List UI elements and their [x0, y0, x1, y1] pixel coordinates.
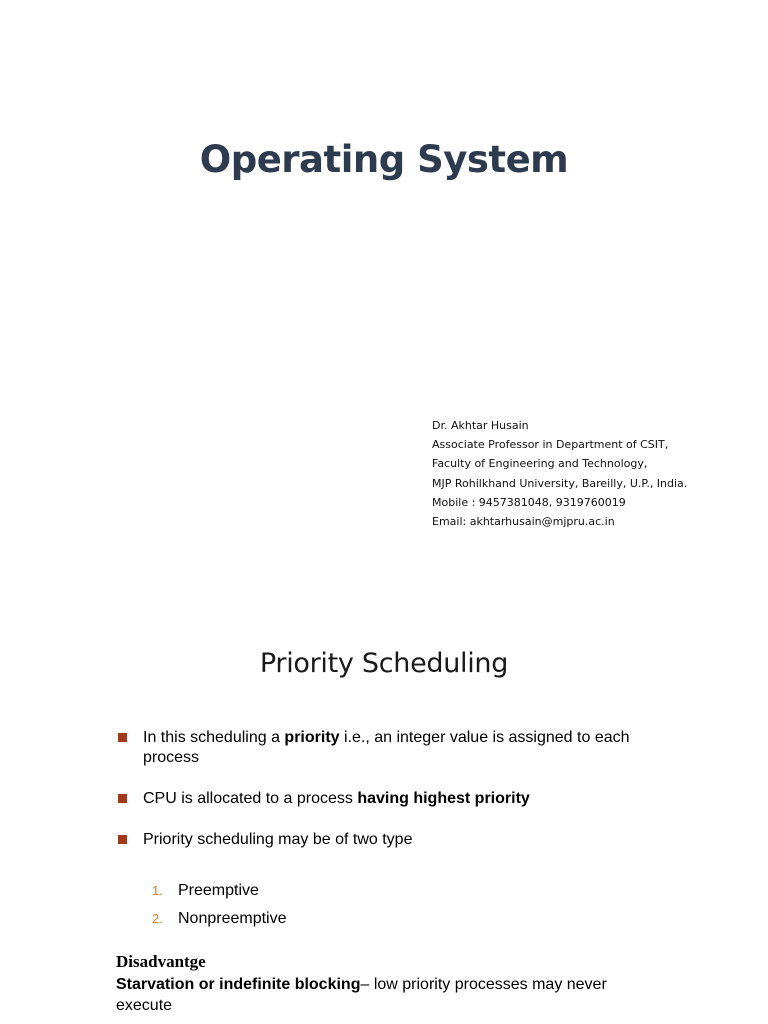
- priority-scheduling-slide: [0, 600, 768, 1024]
- numbered-item: [152, 909, 287, 929]
- item-label: Nonpreemptive: [178, 910, 287, 927]
- item-number: 1.: [152, 883, 163, 898]
- author-email: Email: akhtarhusain@mjpru.ac.in: [432, 515, 615, 529]
- square-bullet-icon: [118, 733, 127, 742]
- bullet-item: [116, 728, 676, 768]
- author-university: MJP Rohilkhand University, Bareilly, U.P., India.: [432, 476, 688, 490]
- author-info: [432, 416, 687, 531]
- square-bullet-icon: [118, 794, 127, 803]
- slide-title: Operating System: [199, 138, 569, 181]
- numbered-item: [152, 881, 259, 901]
- bullet-text: In this scheduling a priority i.e., an integer value is assigned to each process: [143, 729, 630, 766]
- item-number: 2.: [152, 911, 163, 926]
- disadvantage-text: Starvation or indefinite blocking– low priority processes may never execute: [116, 976, 607, 1014]
- item-label: Preemptive: [178, 882, 259, 899]
- bullet-item: [116, 789, 676, 809]
- bullet-text: Priority scheduling may be of two type: [143, 831, 413, 848]
- slide-heading: Priority Scheduling: [259, 648, 509, 679]
- bullet-item: [116, 830, 676, 850]
- author-mobile: Mobile : 9457381048, 9319760019: [432, 495, 626, 509]
- author-faculty: Faculty of Engineering and Technology,: [432, 457, 648, 471]
- author-position: Associate Professor in Department of CSIT,: [432, 438, 669, 452]
- disadvantage-heading: Disadvantge: [116, 952, 206, 971]
- square-bullet-icon: [118, 835, 127, 844]
- author-name: Dr. Akhtar Husain: [432, 419, 529, 432]
- bullet-text: CPU is allocated to a process having highest priority: [143, 790, 530, 807]
